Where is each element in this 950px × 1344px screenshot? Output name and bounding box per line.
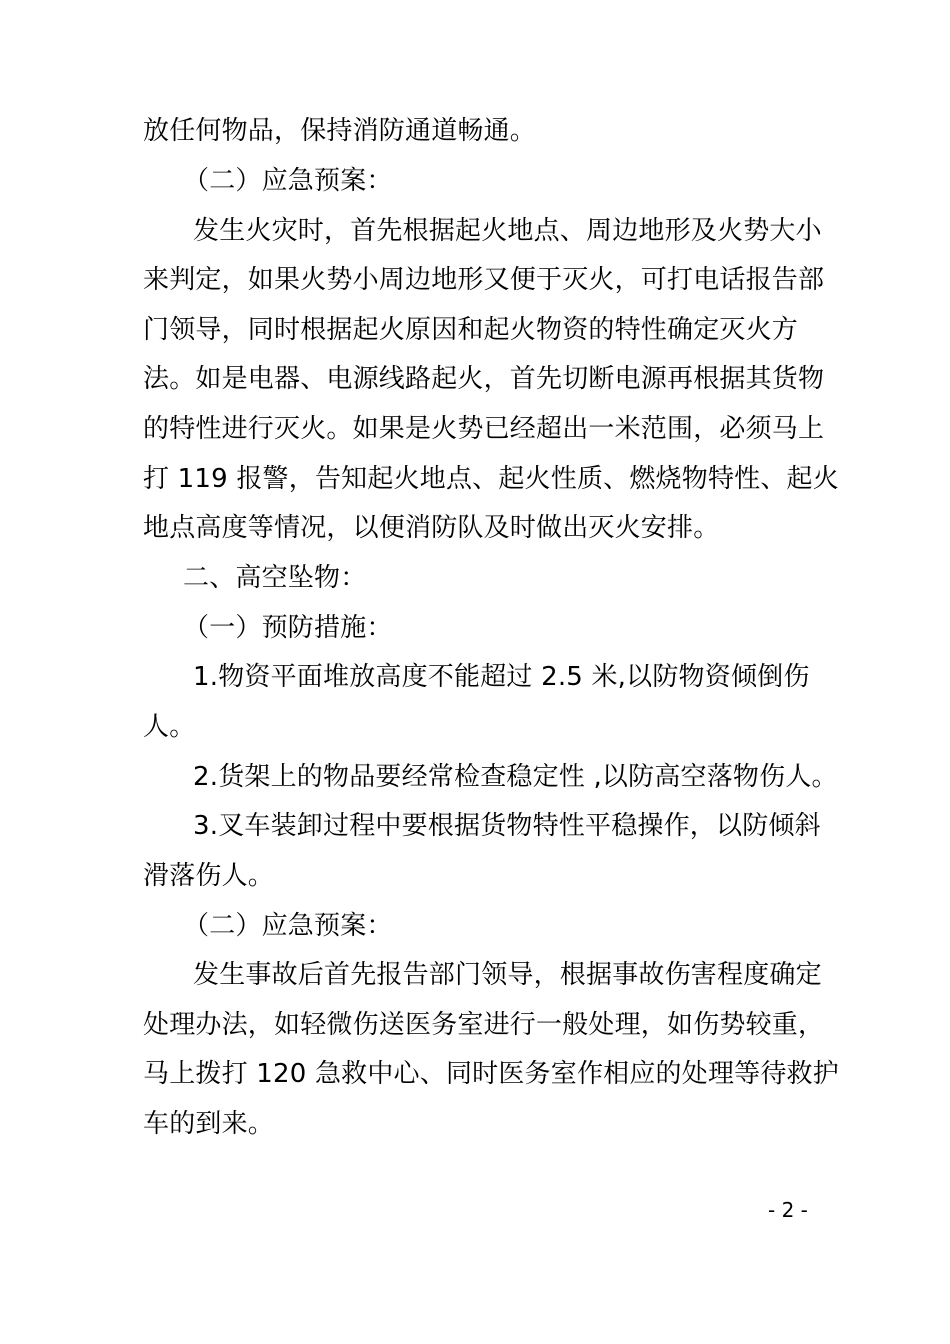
section-heading: （二）应急预案： — [183, 166, 393, 196]
list-item: 3.叉车装卸过程中要根据货物特性平稳操作，以防倾斜 — [193, 811, 821, 841]
list-item: 2.货架上的物品要经常检查稳定性 ,以防高空落物伤人。 — [193, 762, 838, 792]
paragraph-line: 的特性进行灭火。如果是火势已经超出一米范围，必须马上 — [143, 414, 825, 444]
paragraph-line: 车的到来。 — [143, 1109, 275, 1139]
paragraph-line: 处理办法，如轻微伤送医务室进行一般处理，如伤势较重， — [143, 1010, 825, 1040]
list-item: 1.物资平面堆放高度不能超过 2.5 米,以防物资倾倒伤 — [193, 662, 810, 692]
paragraph-line: 地点高度等情况，以便消防队及时做出灭火安排。 — [143, 513, 720, 543]
paragraph-line: 马上拨打 120 急救中心、同时医务室作相应的处理等待救护 — [143, 1059, 839, 1089]
paragraph-line: 门领导，同时根据起火原因和起火物资的特性确定灭火方 — [143, 315, 799, 345]
section-heading: （一）预防措施： — [183, 613, 393, 643]
list-item-continuation: 人。 — [143, 712, 196, 742]
paragraph-line: 法。如是电器、电源线路起火，首先切断电源再根据其货物 — [143, 364, 825, 394]
section-heading: （二）应急预案： — [183, 911, 393, 941]
text-line: 放任何物品，保持消防通道畅通。 — [143, 116, 537, 146]
page-number: - 2 - — [768, 1198, 808, 1222]
paragraph-line: 来判定，如果火势小周边地形又便于灭火，可打电话报告部 — [143, 265, 825, 295]
list-item-continuation: 滑落伤人。 — [143, 861, 275, 891]
section-heading: 二、高空坠物： — [183, 563, 367, 593]
paragraph-line: 发生火灾时，首先根据起火地点、周边地形及火势大小 — [193, 216, 822, 246]
paragraph-line: 打 119 报警，告知起火地点、起火性质、燃烧物特性、起火 — [143, 464, 839, 494]
paragraph-line: 发生事故后首先报告部门领导，根据事故伤害程度确定 — [193, 960, 822, 990]
